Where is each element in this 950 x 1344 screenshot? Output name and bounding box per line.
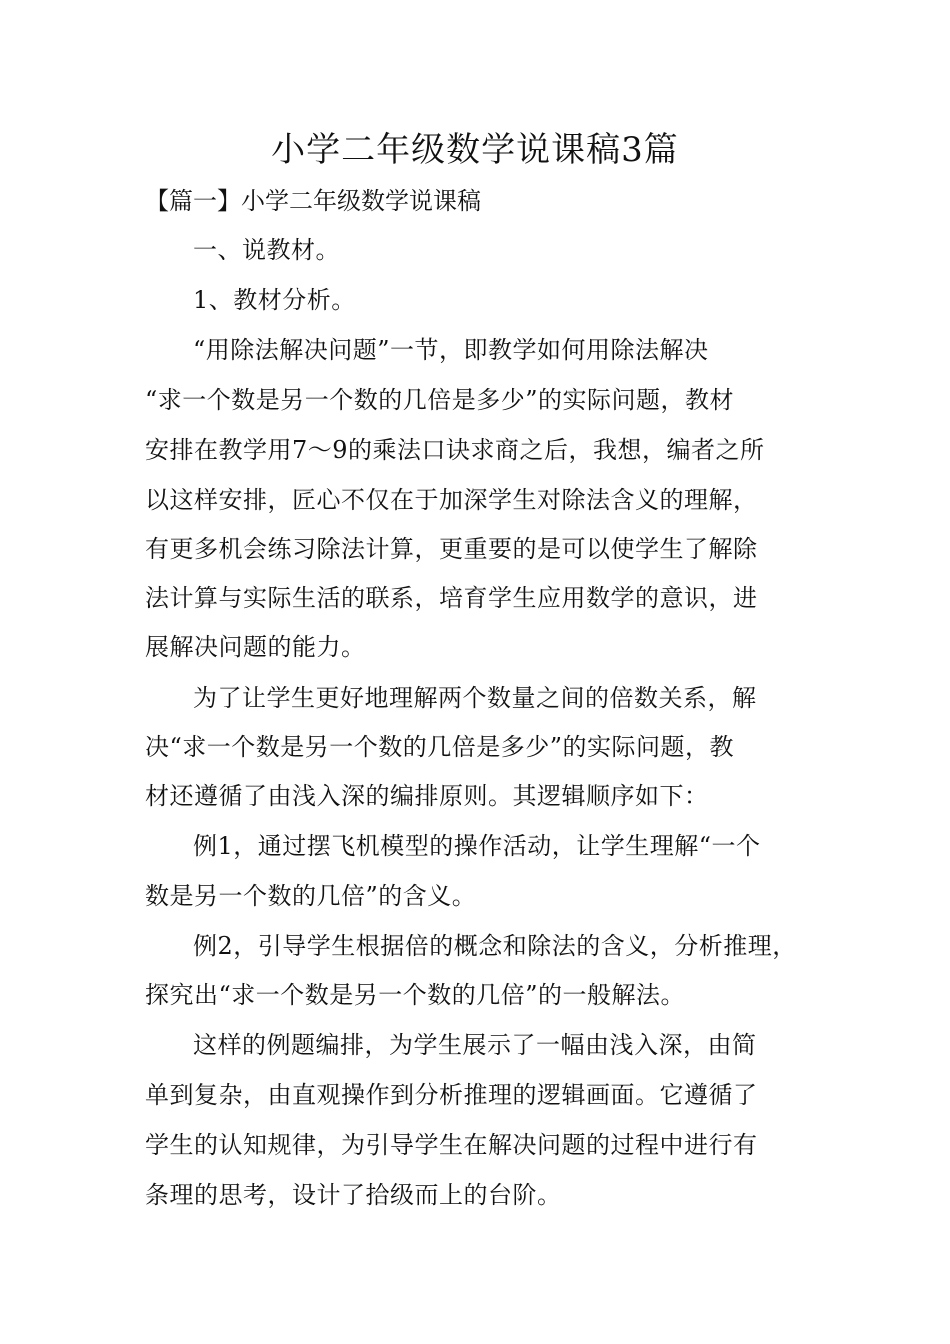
paragraph-line: 展解决问题的能力。 [145, 633, 366, 661]
paragraph-line: 学生的认知规律，为引导学生在解决问题的过程中进行有 [145, 1131, 758, 1159]
paragraph-line: 这样的例题编排，为学生展示了一幅由浅入深，由简 [193, 1031, 757, 1059]
paragraph-line: 探究出“求一个数是另一个数的几倍”的一般解法。 [145, 981, 686, 1009]
paragraph-line: 例1，通过摆飞机模型的操作活动，让学生理解“一个 [193, 832, 761, 860]
paragraph-line: 例2，引导学生根据倍的概念和除法的含义，分析推理， [193, 932, 797, 960]
paragraph-line: 数是另一个数的几倍”的含义。 [145, 882, 477, 910]
paragraph-line: 有更多机会练习除法计算，更重要的是可以使学生了解除 [145, 535, 758, 563]
paragraph-line: “求一个数是另一个数的几倍是多少”的实际问题，教材 [145, 386, 735, 414]
paragraph-line: 法计算与实际生活的联系，培育学生应用数学的意识，进 [145, 584, 758, 612]
paragraph-line: 以这样安排，匠心不仅在于加深学生对除法含义的理解， [145, 486, 758, 514]
paragraph-line: 决“求一个数是另一个数的几倍是多少”的实际问题，教 [145, 733, 735, 761]
paragraph-line: 为了让学生更好地理解两个数量之间的倍数关系，解 [193, 684, 757, 712]
paragraph-line: 条理的思考，设计了拾级而上的台阶。 [145, 1181, 562, 1209]
subheading-material-analysis: 1、教材分析。 [193, 286, 356, 314]
paragraph-line: 安排在教学用7～9的乘法口诀求商之后，我想，编者之所 [145, 436, 765, 464]
paragraph-line: 单到复杂，由直观操作到分析推理的逻辑画面。它遵循了 [145, 1081, 758, 1109]
section-heading: 【篇一】小学二年级数学说课稿 [145, 187, 481, 215]
subheading-teaching-material: 一、说教材。 [193, 236, 340, 264]
document-title: 小学二年级数学说课稿3篇 [271, 130, 679, 170]
paragraph-line: “用除法解决问题”一节，即教学如何用除法解决 [193, 336, 709, 364]
paragraph-line: 材还遵循了由浅入深的编排原则。其逻辑顺序如下： [145, 782, 709, 810]
